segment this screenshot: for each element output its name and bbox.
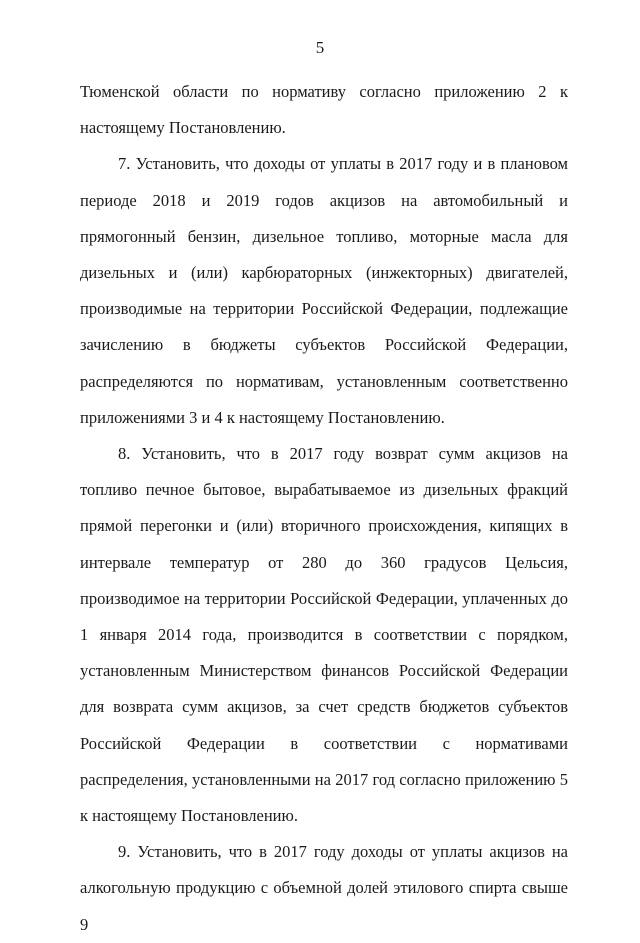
paragraph-item-7: 7. Установить, что доходы от уплаты в 2017 году и в плановом периоде 2018 и 2019 годов акцизов на автомобильный и прямогонный бензин, дизельное топливо, моторные масла для дизельных и (или) карбюраторных (инжекторных) двигателей, производимые на территории Российской Федерации, подлежащие зачислению в бюджеты субъектов Российской Федерации, распределяются по нормативам, установленным соответственно приложениями 3 и 4 к настоящему Постановлению.: [80, 154, 568, 427]
paragraph-item-8: 8. Установить, что в 2017 году возврат сумм акцизов на топливо печное бытовое, вырабатываемое из дизельных фракций прямой перегонки и (или) вторичного происхождения, кипящих в интервале температур от 280 до 360 градусов Цельсия, производимое на территории Российской Федерации, уплаченных до 1 января 2014 года, производится в соответствии с порядком, установленным Министерством финансов Российской Федерации для возврата сумм акцизов, за счет средств бюджетов субъектов Российской Федерации в соответствии с нормативами распределения, установленными на 2017 год согласно приложению 5 к настоящему Постановлению.: [80, 444, 568, 826]
page-number: 5: [315, 38, 325, 57]
document-body: [80, 74, 568, 943]
paragraph-item-9: 9. Установить, что в 2017 году доходы от уплаты акцизов на алкогольную продукцию с объемной долей этилового спирта свыше 9: [80, 842, 568, 934]
paragraph-continuation: Тюменской области по нормативу согласно приложению 2 к настоящему Постановлению.: [80, 82, 568, 138]
